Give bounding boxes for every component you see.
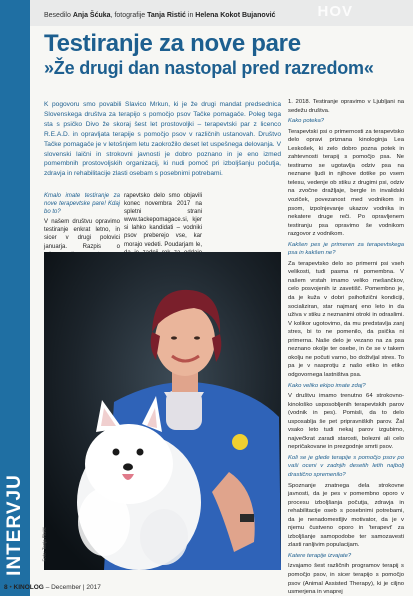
paragraph: V društvu imamo trenutno 64 strokovno-kinološko usposobljenih terapevtskih parov (vodnik in pes). Pomisli, da to delo usposablja še pet pripravniških parov. Žal vsako leto tudi nekaj parov izgubimo, največkrat zaradi starosti, bolezni ali celo nepričakovane in prezgodnje smrti psov.: [288, 393, 404, 451]
magazine-name: KINOLOG: [13, 584, 44, 591]
question: Kmalo imate testiranje za nove terapevtske pare! Kdaj bo to?: [44, 193, 120, 216]
page-number: 8: [4, 584, 8, 591]
paragraph: Izvajamo šest različnih programov terapij s pomočjo psov, in sicer terapijo s pomočjo psov (Animal Assisted Therapy), ki je cilјno usmerjena in vnaprej: [288, 563, 404, 596]
column-a: [44, 192, 120, 261]
article-photo: [44, 252, 281, 570]
paragraph: Spoznanje znatnega dela strokovne javnosti, da je pes v pomembno oporo v procesu izboljšanja počutja, zdravja in rehabilitacije oseb s posebnimi potrebami, da je nenadomestljiv motivator, da je v njemu čustveno oporo in 'terapevt' za izboljšanje samopodobe ter samozavesti zlasti ranljivim populacijam.: [288, 482, 404, 549]
paragraph: rapevtsko delo smo objavili konec novembra 2017 na spletni strani www.tackepomagace.si, kjer si lahko kandidati – vodniki psov preberejo vse, kar morajo vedeti. Poudarjam le,: [124, 193, 202, 248]
section-label: [0, 470, 30, 580]
top-band-watermark: HOV: [317, 3, 353, 20]
photographer-name: Tanja Ristić: [147, 12, 186, 19]
credits-line: Besedilo Anja Šćuka, fotografije Tanja Ristić in Helena Kokot Bujanović: [44, 12, 276, 19]
question: Kako poteka?: [288, 118, 325, 125]
issue-date: December | 2017: [51, 584, 101, 591]
author-name: Anja Šćuka: [72, 12, 111, 19]
paragraph: Za terapevtsko delo so primerni psi vseh velikosti, tudi pasma ni pomembna. V našem vrstah imamo veliko mešančkov, celo posvojenih iz zavetišč. Pomembno je, da je kuža v dobri psihofizični kondiciji, socializiran, star najmanj eno leto in da uživa v stiku z neznanimi otroki in odraslimi. V kolikor ugotovimo, da mu predstavlja zanj stres, bi to ne pomenilo, da psička ni primerna. Naše delo je vezano na za psa neznano okolje ter osebe, in če se v takem okolju ne počuti varno, bo doživljal stres. To pa je v nasprotju z našo etiko in etiko odgovornega lastništva psa.: [288, 260, 404, 378]
article-subtitle: »Že drugi dan nastopal pred razredom«: [44, 58, 374, 78]
page-footer: 8 • KINOLOG – December | 2017: [4, 584, 101, 591]
column-right: [288, 98, 404, 596]
photo-illustration: [44, 252, 281, 570]
question: Katere terapije izvajate?: [288, 552, 352, 559]
question: Kakšen pes je primeren za terapevtskega psa in kakšen ne?: [288, 241, 404, 257]
question: Kako veliko ekipo imate zdaj?: [288, 382, 366, 389]
paragraph: Terapevtski psi o primernosti za terapevtsko delo opravi priznana kinologinja Lea Leskošek, ki zelo dobro pozna potek in zahtevnosti terapij s pomočjo psa. Ne testiramo se ugotavlja odziv psa na neznane ljudi in njihove dotike po vsem telesu, vedenje ob stiku z drugimi psi, odziv na zvočne dražljaje, bergle in invalidski voziček, povezanost med vodnikom in psom, izpolnjevanje ukazov vodnika in nekatere druge reči. Po opravljenem testiranju psa opravimo še vodnikom razgovor z vodnikom.: [288, 128, 404, 238]
article-lead: K pogovoru smo povabili Slavico Mrkun, ki je že drugi mandat predsednica Slovenskega društva za terapijo s pomočjo psov Tačke pomagače. Poleg tega sta s psičko Divo že skoraj šest let prostovoljki – terapevtski par z licenco R.E.A.D. in opravljata terapije s pomočjo psov v različnih ustanovah. Društvo Tačke pomagače je v letošnjem letu zaokrožilo deset let uspešnega delovanja. V slovenski laični in strokovni javnosti je dobro poznano in je eno izmed pomembnih prostovoljskih organizacij, ki nudi pomoč pri izboljšanju počutja, zdravja in rehabilitacije zlasti osebam s posebnimi potrebami.: [44, 101, 281, 178]
question: Koli se je glede terapije s pomočjo psov po vaši oceni v zadnjih desetih letih najbolj drastično spremenilo?: [288, 454, 404, 478]
photo-credit: Foto: Tanja Ristić: [41, 527, 47, 562]
paragraph: 1. 2018. Testiranje opravimo v Ljubljani na sedežu društva.: [288, 99, 404, 114]
section-label-text: INTERVJU: [4, 474, 25, 576]
paragraph: V našem društvu opravimo testiranje enkrat letno, in sicer v drugi polovici januarja. Razpis o: [44, 219, 120, 250]
article-title: Testiranje za nove pare: [44, 30, 301, 57]
photographer2-name: Helena Kokot Bujanović: [195, 12, 276, 19]
